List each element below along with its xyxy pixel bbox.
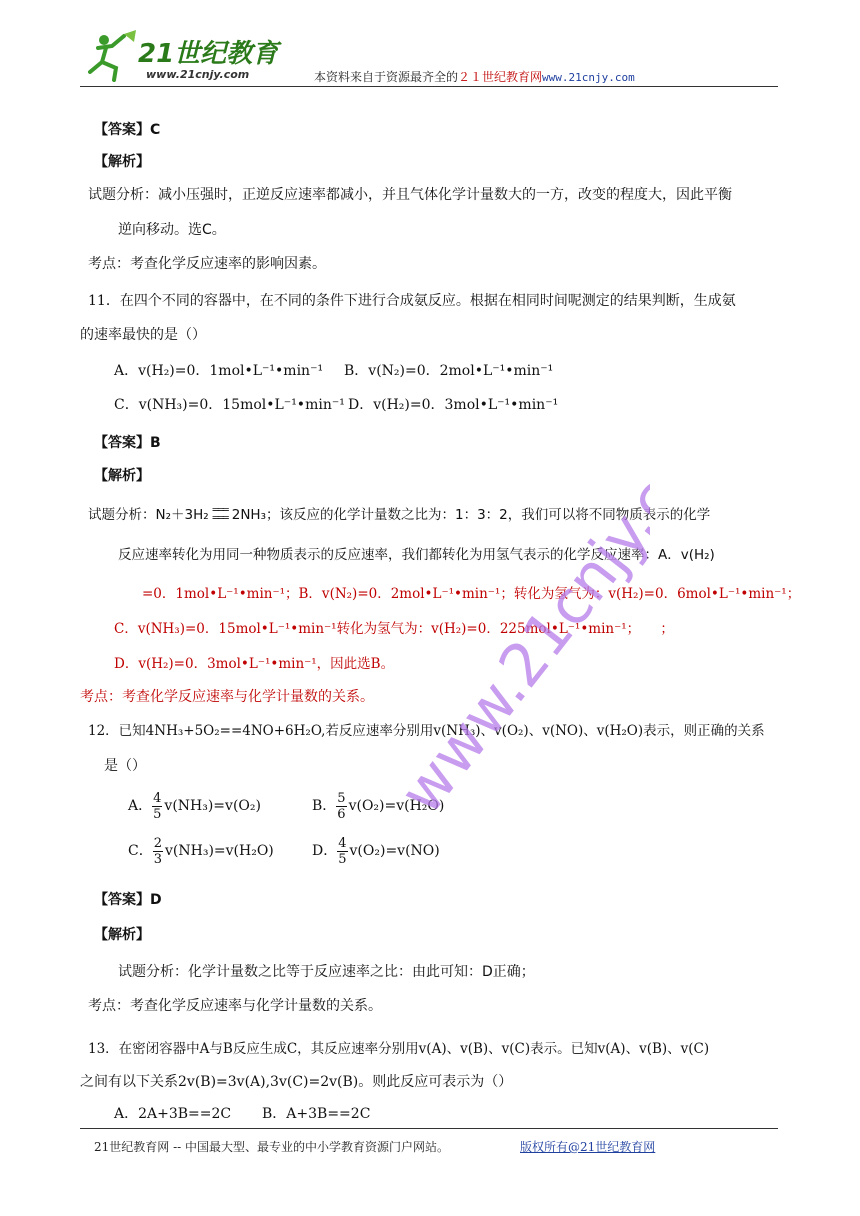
header-divider xyxy=(80,86,778,87)
q10-analysis-line2: 逆向移动。选C。 xyxy=(118,222,226,238)
q12-point: 考点：考查化学反应速率与化学计量数的关系。 xyxy=(88,998,382,1014)
q12-stem-line1: 12．已知4NH₃+5O₂==4NO+6H₂O,若反应速率分别用v(NH₃)、v(O₂)、v(NO)、v(H₂O)表示，则正确的关系 xyxy=(88,723,765,739)
q11-analysis-line3: =0．1mol•L⁻¹•min⁻¹；B．v(N₂)=0．2mol•L⁻¹•min⁻¹；转化为氢气为：v(H₂)=0．6mol•L⁻¹•min⁻¹； xyxy=(142,586,801,602)
footer-text: 21世纪教育网 -- 中国最大型、最专业的中小学教育资源门户网站。 xyxy=(94,1140,450,1154)
q11-point: 考点：考查化学反应速率与化学计量数的关系。 xyxy=(80,689,374,705)
q11-analysis-line2: 反应速率转化为用同一种物质表示的反应速率，我们都转化为用氢气表示的化学反应速率：A．v(H₂) xyxy=(118,547,715,563)
q11-option-a: A．v(H₂)=0．1mol•L⁻¹•min⁻¹ xyxy=(114,363,324,379)
q12-option-a: A． $\frac{4}{5}$ v(NH₃)=v(O₂) xyxy=(128,790,261,822)
q11-analysis-line4: C．v(NH₃)=0．15mol•L⁻¹•min⁻¹转化为氢气为：v(H₂)=0．225mol•L⁻¹•min⁻¹； ； xyxy=(114,621,674,637)
logo-text: 21世纪教育 xyxy=(138,39,279,69)
q12-option-d: D． $\frac{4}{5}$ v(O₂)=v(NO) xyxy=(312,835,440,867)
q10-analysis-label: 【解析】 xyxy=(94,154,150,170)
fraction: $\frac{5}{6}$ xyxy=(337,790,346,822)
q11-option-b: B．v(N₂)=0．2mol•L⁻¹•min⁻¹ xyxy=(344,363,554,379)
q13-stem-line2: 之间有以下关系2v(B)=3v(A),3v(C)=2v(B)。则此反应可表示为（） xyxy=(80,1074,513,1090)
site-logo xyxy=(84,28,294,86)
watermark xyxy=(230,400,650,820)
footer-divider xyxy=(80,1128,778,1129)
header-site-name: ２１世纪教育网 xyxy=(458,70,543,84)
fraction: $\frac{4}{5}$ xyxy=(338,835,347,867)
q10-point: 考点：考查化学反应速率的影响因素。 xyxy=(88,256,326,272)
logo-url-text: www.21cnjy.com xyxy=(146,68,250,81)
watermark-text: www.21cnjy.com xyxy=(386,400,650,820)
fraction: $\frac{4}{5}$ xyxy=(153,790,162,822)
q11-analysis-line1: 试题分析：N₂＋3H₂ ═══ ═══ 2NH₃；该反应的化学计量数之比为：1：3：2，我们可以将不同物质表示的化学 xyxy=(88,505,711,524)
q10-answer: 【答案】C xyxy=(94,122,161,138)
q12-answer: 【答案】D xyxy=(94,892,162,908)
q12-analysis-label: 【解析】 xyxy=(94,927,150,943)
footer-copyright-link[interactable]: 版权所有@21世纪教育网 xyxy=(520,1140,656,1154)
q11-analysis-label: 【解析】 xyxy=(94,468,150,484)
q12-analysis-line1: 试题分析：化学计量数之比等于反应速率之比：由此可知：D正确； xyxy=(118,964,535,980)
q11-answer: 【答案】B xyxy=(94,435,161,451)
header-url-link[interactable]: www.21cnjy.com xyxy=(542,71,635,84)
q10-analysis-line1: 试题分析：减小压强时，正逆反应速率都减小，并且气体化学计量数大的一方，改变的程度大，因此平衡 xyxy=(88,187,732,203)
reversible-equilibrium-icon: ═══ ═══ xyxy=(212,505,228,524)
q11-stem-line2: 的速率最快的是（） xyxy=(80,327,206,343)
q12-option-b: B． $\frac{5}{6}$ v(O₂)=v(H₂O) xyxy=(312,790,445,822)
q13-option-b: B．A+3B==2C xyxy=(262,1106,371,1122)
fraction: $\frac{2}{3}$ xyxy=(153,835,162,867)
header-source: 本资料来自于资源最齐全的２１世纪教育网www.21cnjy.com xyxy=(314,70,635,84)
q12-option-c: C． $\frac{2}{3}$ v(NH₃)=v(H₂O) xyxy=(128,835,274,867)
q12-stem-line2: 是（） xyxy=(104,758,146,774)
q11-option-d: D．v(H₂)=0．3mol•L⁻¹•min⁻¹ xyxy=(348,397,559,413)
q11-option-c: C．v(NH₃)=0．15mol•L⁻¹•min⁻¹ xyxy=(114,397,345,413)
q13-stem-line1: 13．在密闭容器中A与B反应生成C，其反应速率分别用v(A)、v(B)、v(C)表示。已知v(A)、v(B)、v(C) xyxy=(88,1041,710,1057)
q11-analysis-line5: D．v(H₂)=0．3mol•L⁻¹•min⁻¹，因此选B。 xyxy=(114,656,395,672)
runner-logo-icon xyxy=(84,28,294,86)
q13-option-a: A．2A+3B==2C xyxy=(114,1106,232,1122)
q11-stem-line1: 11．在四个不同的容器中，在不同的条件下进行合成氨反应。根据在相同时间呢测定的结果判断，生成氨 xyxy=(88,293,736,309)
